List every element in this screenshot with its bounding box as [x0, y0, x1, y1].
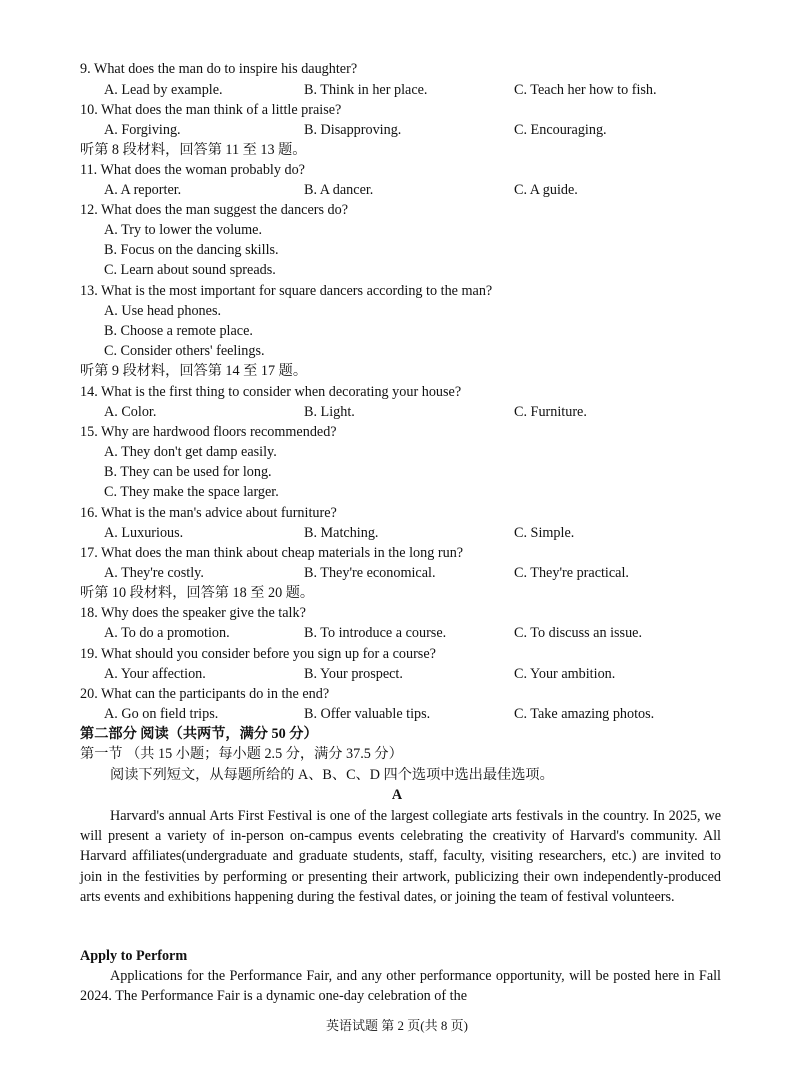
- option-b: B. Offer valuable tips.: [304, 706, 431, 722]
- option-c: C. A guide.: [514, 182, 578, 198]
- option-a: A. Luxurious.: [104, 525, 184, 541]
- option-b: B. They're economical.: [304, 565, 436, 581]
- option-c: C. Simple.: [514, 525, 575, 541]
- option-a: A. Color.: [104, 404, 157, 420]
- passage-label: A: [391, 787, 403, 803]
- option-c: C. Teach her how to fish.: [514, 82, 657, 98]
- option-b: B. Light.: [304, 404, 355, 420]
- option-b: B. They can be used for long.: [104, 464, 272, 480]
- option-c: C. Your ambition.: [514, 666, 616, 682]
- option-c: C. To discuss an issue.: [514, 625, 643, 641]
- option-a: A. Forgiving.: [104, 122, 181, 138]
- option-b: B. Think in her place.: [304, 82, 428, 98]
- option-c: C. They make the space larger.: [104, 484, 279, 500]
- question-stem: 10. What does the man think of a little praise?: [80, 102, 342, 118]
- section-heading: 第一节 （共 15 小题；每小题 2.5 分，满分 37.5 分）: [80, 746, 403, 762]
- listening-instruction: 听第 8 段材料，回答第 11 至 13 题。: [80, 142, 307, 158]
- question-stem: 17. What does the man think about cheap materials in the long run?: [80, 545, 464, 561]
- question-stem: 14. What is the first thing to consider when decorating your house?: [80, 384, 462, 400]
- page-footer: 英语试题 第 2 页(共 8 页): [326, 1018, 468, 1033]
- passage-paragraph: Applications for the Performance Fair, and any other performance opportunity, will be posted here in Fall 2024. The Performance Fair is a dynamic one-day celebration of the: [80, 968, 721, 1005]
- option-b: B. Matching.: [304, 525, 379, 541]
- option-b: B. A dancer.: [304, 182, 374, 198]
- question-stem: 20. What can the participants do in the end?: [80, 686, 330, 702]
- option-c: C. They're practical.: [514, 565, 629, 581]
- option-a: A. Use head phones.: [104, 303, 222, 319]
- question-stem: 18. Why does the speaker give the talk?: [80, 605, 306, 621]
- option-a: A. Go on field trips.: [104, 706, 219, 722]
- option-c: C. Consider others' feelings.: [104, 343, 265, 359]
- option-a: A. To do a promotion.: [104, 625, 230, 641]
- option-c: C. Furniture.: [514, 404, 587, 420]
- option-a: A. They don't get damp easily.: [104, 444, 277, 460]
- question-stem: 9. What does the man do to inspire his daughter?: [80, 61, 358, 77]
- option-c: C. Learn about sound spreads.: [104, 262, 276, 278]
- question-stem: 15. Why are hardwood floors recommended?: [80, 424, 337, 440]
- question-stem: 11. What does the woman probably do?: [80, 162, 305, 178]
- question-stem: 13. What is the most important for square dancers according to the man?: [80, 283, 493, 299]
- option-b: B. Focus on the dancing skills.: [104, 242, 279, 258]
- option-a: A. A reporter.: [104, 182, 182, 198]
- option-a: A. Try to lower the volume.: [104, 222, 263, 238]
- passage-paragraph: Harvard's annual Arts First Festival is one of the largest collegiate arts festivals in the country. In 2025, we will present a variety of in-person on-campus events celebrating the creativity of Harvard's community. All Harvard affiliates(undergraduate and graduate students, staff, faculty, visiting researchers, etc.) are invited to join in the festivities by performing or presenting their artwork, publicizing their own independently-produced arts events and exhibitions happening during the festival dates, or joining the team of festival volunteers.: [80, 808, 721, 905]
- part-heading: 第二部分 阅读（共两节，满分 50 分）: [80, 726, 318, 742]
- listening-instruction: 听第 9 段材料，回答第 14 至 17 题。: [80, 363, 308, 379]
- question-stem: 16. What is the man's advice about furniture?: [80, 505, 337, 521]
- option-a: A. Lead by example.: [104, 82, 223, 98]
- option-b: B. Disapproving.: [304, 122, 402, 138]
- question-stem: 19. What should you consider before you sign up for a course?: [80, 646, 436, 662]
- listening-instruction: 听第 10 段材料，回答第 18 至 20 题。: [80, 585, 315, 601]
- option-b: B. To introduce a course.: [304, 625, 447, 641]
- option-c: C. Encouraging.: [514, 122, 607, 138]
- option-c: C. Take amazing photos.: [514, 706, 655, 722]
- reading-directions: 阅读下列短文，从每题所给的 A、B、C、D 四个选项中选出最佳选项。: [110, 767, 554, 783]
- option-a: A. They're costly.: [104, 565, 204, 581]
- option-b: B. Choose a remote place.: [104, 323, 253, 339]
- question-stem: 12. What does the man suggest the dancers do?: [80, 202, 349, 218]
- option-a: A. Your affection.: [104, 666, 206, 682]
- option-b: B. Your prospect.: [304, 666, 403, 682]
- passage-subheading: Apply to Perform: [80, 948, 188, 964]
